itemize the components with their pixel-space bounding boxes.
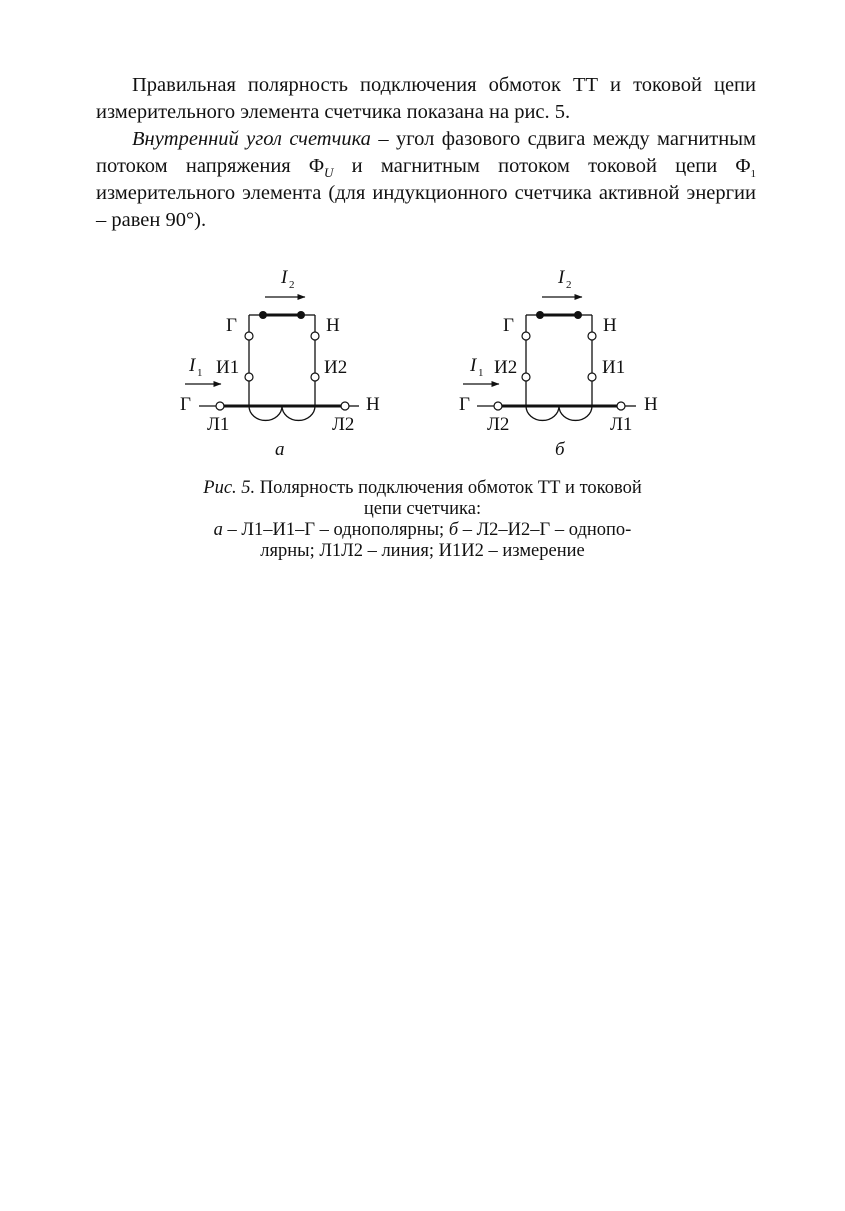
diagram-a-terminal-g-top <box>245 332 253 340</box>
body-text <box>96 72 756 234</box>
diagram-a-terminal-l-left <box>216 402 224 410</box>
diagram-b-current-left-sub: 1 <box>478 367 484 379</box>
diagram-a <box>180 267 380 460</box>
caption-a-letter: а <box>213 520 223 540</box>
diagram-a-meter-terminal-right <box>297 311 305 319</box>
diagram-b-label-top-left: Г <box>503 315 514 336</box>
subscript-u: U <box>324 165 334 180</box>
diagram-a-terminal-i-right <box>311 373 319 381</box>
paragraph-internal-angle <box>96 126 756 234</box>
figure-caption <box>160 478 685 562</box>
figure-5 <box>0 255 845 470</box>
diagram-a-terminal-l-right <box>341 402 349 410</box>
diagram-b-terminal-n-top <box>588 332 596 340</box>
diagram-b-label-bottom-right: Л1 <box>610 414 633 435</box>
diagram-b-terminal-i-right <box>588 373 596 381</box>
diagram-b-terminal-l-right <box>617 402 625 410</box>
diagram-a-ct-winding <box>249 406 315 420</box>
diagram-b-label-line-right: Н <box>644 394 658 415</box>
diagram-a-current-left: I <box>189 355 196 376</box>
caption-label: Рис. 5. <box>203 478 256 498</box>
diagram-a-letter: а <box>275 439 285 460</box>
diagram-a-current-left-sub: 1 <box>197 367 203 379</box>
diagram-b-current-left: I <box>470 355 477 376</box>
diagram-a-label-top-right: Н <box>326 315 340 336</box>
diagram-b-terminal-l-left <box>494 402 502 410</box>
paragraph-polarity: Правильная полярность подключения обмоток ТТ и токовой цепи измерительного элемента счетчика показана на рис. 5. <box>96 74 756 123</box>
diagram-b-meter-terminal-left <box>536 311 544 319</box>
diagram-a-label-mid-right: И2 <box>324 357 348 378</box>
diagram-b-current-top-sub: 2 <box>566 279 572 291</box>
diagram-b-terminal-g-top <box>522 332 530 340</box>
diagram-b-current-top: I <box>558 267 565 288</box>
caption-line-1: Рис. 5. Полярность подключения обмоток ТТ и токовой <box>203 478 642 498</box>
caption-b-letter: б <box>448 520 459 540</box>
diagram-b-label-top-right: Н <box>603 315 617 336</box>
subscript-1: 1 <box>750 168 756 180</box>
paragraph2-part1: – угол фазового сдвига между магнитным потоком напряжения Φ <box>96 128 756 177</box>
diagram-b-terminal-i-left <box>522 373 530 381</box>
diagram-b-label-bottom-left: Л2 <box>487 414 510 435</box>
caption-line-2: цепи счетчика: <box>363 499 482 519</box>
diagram-a-label-top-left: Г <box>226 315 237 336</box>
diagram-b-meter-terminal-right <box>574 311 582 319</box>
diagram-b <box>459 267 658 460</box>
diagram-b-ct-winding <box>526 406 592 420</box>
diagram-a-label-bottom-right: Л2 <box>332 414 355 435</box>
diagram-a-terminal-i-left <box>245 373 253 381</box>
diagram-b-label-line-left: Г <box>459 394 470 415</box>
caption-line-4: лярны; Л1Л2 – линия; И1И2 – измерение <box>260 541 585 561</box>
diagram-a-current-top: I <box>281 267 288 288</box>
diagram-a-terminal-n-top <box>311 332 319 340</box>
paragraph2-part3: измерительного элемента (для индукционного счетчика активной энергии – равен 90°). <box>96 182 756 231</box>
diagram-a-label-mid-left: И1 <box>216 357 240 378</box>
diagram-b-label-mid-left: И2 <box>494 357 518 378</box>
diagram-b-letter: б <box>555 439 565 460</box>
figure-diagrams <box>0 255 845 465</box>
caption-line-3: а – Л1–И1–Г – однополярны; б – Л2–И2–Г – однопо- <box>213 520 632 540</box>
paragraph2-part2: и магнитным потоком токовой цепи Φ <box>333 155 751 177</box>
diagram-b-label-mid-right: И1 <box>602 357 626 378</box>
term-internal-angle: Внутренний угол счетчика <box>132 128 371 150</box>
diagram-a-label-bottom-left: Л1 <box>207 414 230 435</box>
diagram-a-meter-terminal-left <box>259 311 267 319</box>
diagram-a-label-line-right: Н <box>366 394 380 415</box>
diagram-a-label-line-left: Г <box>180 394 191 415</box>
diagram-a-current-top-sub: 2 <box>289 279 295 291</box>
